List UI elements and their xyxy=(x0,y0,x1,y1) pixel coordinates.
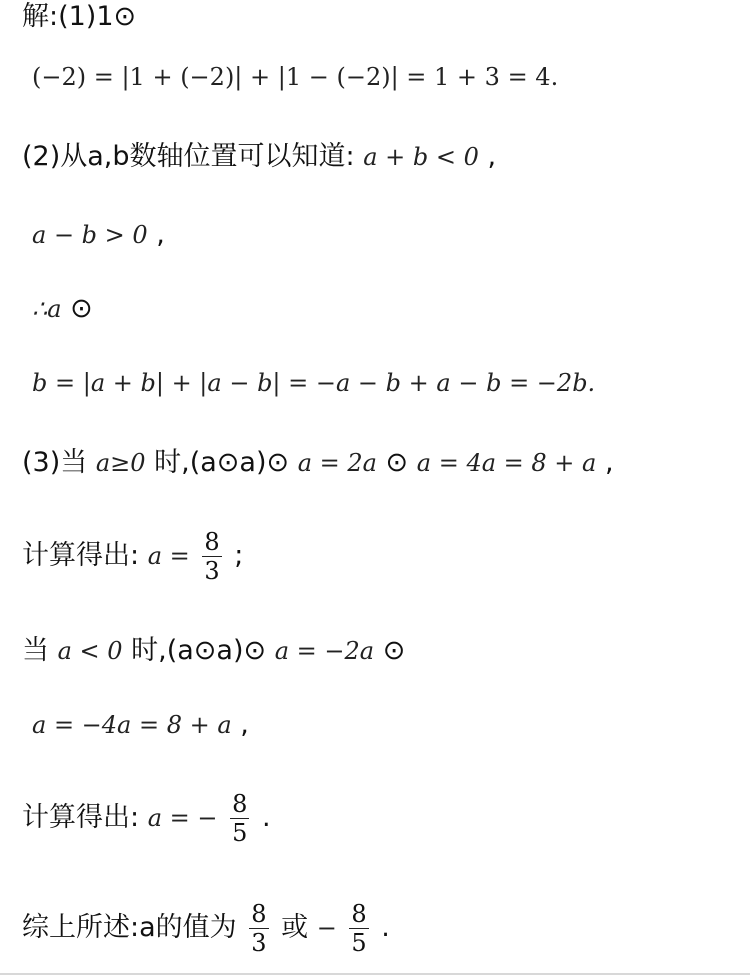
math-expression: a = −4a = 8 + a xyxy=(32,711,232,739)
part3-case2-result: 计算得出: a = − $\frac{8}{5}$ . xyxy=(22,790,271,847)
math-expression: a < 0 xyxy=(57,637,123,665)
conclusion: 综上所述:a的值为 $\frac{8}{3}$ 或 − $\frac{8}{5}$ . xyxy=(22,900,390,957)
fraction: $\frac{8}{5}$ xyxy=(232,790,248,847)
part1-result xyxy=(32,60,558,94)
minus-sign: − xyxy=(316,914,337,942)
part2-therefore: ∴a ⊙ xyxy=(32,293,93,324)
math-expression: a = 4a = 8 + a xyxy=(416,449,597,477)
part2-result xyxy=(32,366,595,400)
solution-heading: 解:(1)1⊙ xyxy=(22,1,137,32)
math-expression: a + b < 0 xyxy=(363,143,479,171)
part3-case2-equation: a = −4a = 8 + a , xyxy=(32,709,249,740)
math-expression: ∴a xyxy=(32,295,62,323)
math-expression: a = − xyxy=(147,804,218,832)
part3-case1: (3)当 a≥0 时,(a⊙a)⊙ a = 2a ⊙ a = 4a = 8 + a , xyxy=(22,447,614,478)
math-expression: a = xyxy=(147,542,190,570)
part2-inequality: a − b > 0 , xyxy=(32,219,165,250)
math-expression: a = −2a xyxy=(274,637,375,665)
part3-case1-result: 计算得出: a = $\frac{8}{3}$ ; xyxy=(22,528,244,585)
fraction: $\frac{8}{3}$ xyxy=(204,528,220,585)
part2-intro: (2)从a,b数轴位置可以知道: a + b < 0 , xyxy=(22,141,497,172)
math-expression: (−2) = |1 + (−2)| + |1 − (−2)| = 1 + 3 = 4. xyxy=(32,63,559,91)
math-expression: a = 2a xyxy=(297,449,377,477)
fraction: $\frac{8}{5}$ xyxy=(351,900,367,957)
math-expression: b = |a + b| + |a − b| = −a − b + a − b = −2b. xyxy=(32,369,596,397)
part3-case2: 当 a < 0 时,(a⊙a)⊙ a = −2a ⊙ xyxy=(22,635,406,666)
math-expression: a − b > 0 xyxy=(32,221,148,249)
math-expression: a≥0 xyxy=(95,449,146,477)
fraction: $\frac{8}{3}$ xyxy=(251,900,267,957)
